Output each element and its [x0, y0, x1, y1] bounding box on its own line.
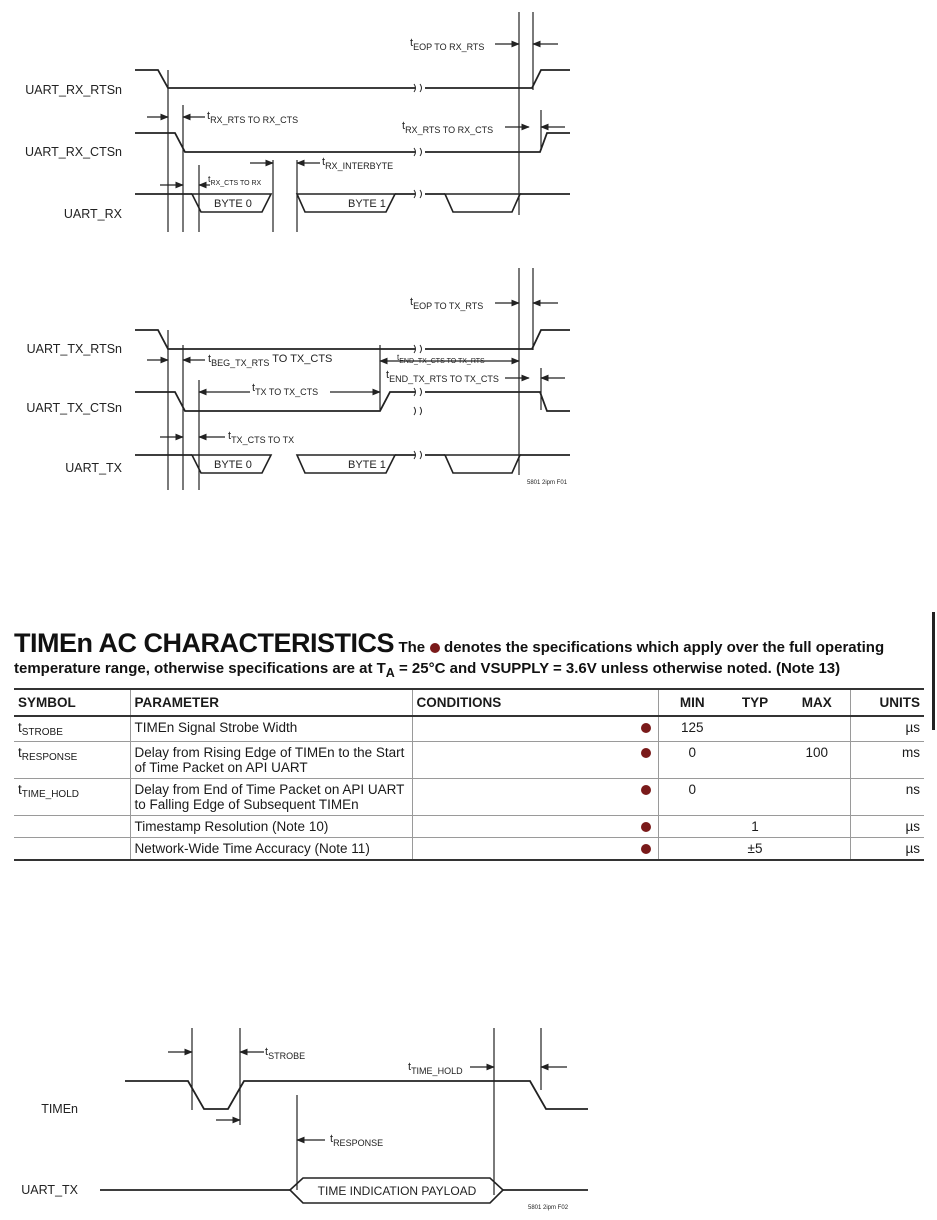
label-eop-to-rx-rts: $t_{EOP TO RX\_RTS}$ [410, 37, 485, 52]
signal-uart-rx: UART_RX [63, 207, 122, 221]
label-rx-byte1: BYTE 1 [348, 198, 386, 210]
label-response: $t_{RESPONSE}$ [330, 1133, 384, 1148]
cell-dot [634, 742, 658, 779]
label-tx-to-tx-cts: $t_{TX TO TX\_CTS}$ [252, 382, 319, 397]
signal-uart-rx-rtsn: UART_RX_RTSn [25, 83, 122, 97]
label-beg-tx-rts-to-tx-cts: $t_{BEG\_TX\_RTS}$ TO TX_CTS [208, 353, 333, 368]
label-tx-byte0: BYTE 0 [214, 459, 252, 471]
cell-symbol: $t_{RESPONSE}$ [14, 742, 130, 779]
cell-units: µs [850, 838, 924, 861]
timen-ac-characteristics-table [14, 688, 924, 861]
cell-parameter: Timestamp Resolution (Note 10) [130, 816, 412, 838]
cell-min: 0 [658, 742, 726, 779]
table-row [14, 742, 924, 779]
cell-typ [726, 779, 784, 816]
label-payload: TIME INDICATION PAYLOAD [317, 1184, 477, 1198]
section-header [14, 628, 924, 680]
cell-dot [634, 816, 658, 838]
cell-dot [634, 779, 658, 816]
cell-max [784, 779, 850, 816]
cell-min [658, 816, 726, 838]
cell-symbol [14, 816, 130, 838]
label-eop-to-tx-rts: $t_{EOP TO TX\_RTS}$ [410, 296, 484, 311]
spec-dot-icon [641, 822, 651, 832]
label-rx-byte0: BYTE 0 [214, 198, 252, 210]
cell-conditions [412, 742, 634, 779]
signal-uart-tx-2: UART_TX [21, 1183, 78, 1197]
cell-conditions [412, 816, 634, 838]
label-tx-cts-to-tx: $t_{TX\_CTS TO TX}$ [228, 430, 295, 445]
header-units: UNITS [850, 689, 924, 716]
cell-typ: ±5 [726, 838, 784, 861]
header-conditions: CONDITIONS [412, 689, 634, 716]
table-row [14, 816, 924, 838]
table-row [14, 779, 924, 816]
cell-max [784, 716, 850, 742]
table-row [14, 716, 924, 742]
spec-dot-icon [641, 785, 651, 795]
cell-dot [634, 716, 658, 742]
label-rx-rts-to-rx-cts-a: $t_{RX\_RTS TO RX\_CTS}$ [207, 110, 299, 125]
cell-max [784, 816, 850, 838]
header-max: MAX [784, 689, 850, 716]
header-typ: TYP [726, 689, 784, 716]
cell-parameter: Network-Wide Time Accuracy (Note 11) [130, 838, 412, 861]
cell-min [658, 838, 726, 861]
label-time-hold: $t_{TIME\_HOLD}$ [408, 1061, 463, 1076]
cell-units: ns [850, 779, 924, 816]
timing-diagram-uart [0, 0, 937, 500]
intro-text-a: The [398, 639, 426, 656]
table-header-row [14, 689, 924, 716]
label-end-tx-cts-to-tx-rts: tEND_TX_CTS TO TX_RTS [397, 353, 485, 365]
signal-uart-tx: UART_TX [65, 461, 122, 475]
figure-id-f01: 5801 2ipm F01 [527, 480, 568, 486]
cell-symbol: $t_{TIME\_HOLD}$ [14, 779, 130, 816]
spec-dot-icon [430, 643, 440, 653]
signal-uart-rx-ctsn: UART_RX_CTSn [24, 145, 122, 159]
label-rx-interbyte: $t_{RX\_INTERBYTE}$ [322, 156, 394, 171]
signal-uart-tx-rtsn: UART_TX_RTSn [26, 342, 122, 356]
spec-dot-icon [641, 723, 651, 733]
table-row [14, 838, 924, 861]
header-dot [634, 689, 658, 716]
cell-units: µs [850, 816, 924, 838]
cell-max [784, 838, 850, 861]
spec-dot-icon [641, 844, 651, 854]
cell-parameter: Delay from End of Time Packet on API UART to Falling Edge of Subsequent TIMEn [130, 779, 412, 816]
label-end-tx-rts-to-tx-cts: $t_{END\_TX\_RTS TO TX\_CTS}$ [386, 369, 499, 384]
signal-uart-tx-ctsn: UART_TX_CTSn [26, 401, 122, 415]
header-min: MIN [658, 689, 726, 716]
cell-typ [726, 716, 784, 742]
cell-dot [634, 838, 658, 861]
cell-conditions [412, 716, 634, 742]
cell-conditions [412, 838, 634, 861]
cell-parameter: TIMEn Signal Strobe Width [130, 716, 412, 742]
page-edge-marker [932, 612, 935, 730]
cell-min: 0 [658, 779, 726, 816]
timing-diagram-timen [0, 980, 937, 1220]
cell-typ: 1 [726, 816, 784, 838]
intro-line-2a: temperature range, otherwise specifications are at T [14, 660, 386, 677]
cell-units: µs [850, 716, 924, 742]
cell-typ [726, 742, 784, 779]
cell-units: ms [850, 742, 924, 779]
intro-line-2-sub: A [385, 666, 395, 680]
label-rx-cts-to-rx: $t_{RX\_CTS TO RX}$ [208, 174, 262, 187]
intro-line-2 [14, 660, 924, 680]
intro-text-b: denotes the specifications which apply over the full operating [444, 639, 885, 656]
label-tx-byte1: BYTE 1 [348, 459, 386, 471]
cell-symbol [14, 838, 130, 861]
cell-symbol: $t_{STROBE}$ [14, 716, 130, 742]
cell-min: 125 [658, 716, 726, 742]
cell-parameter: Delay from Rising Edge of TIMEn to the Start of Time Packet on API UART [130, 742, 412, 779]
section-title: TIMEn AC CHARACTERISTICS [14, 628, 394, 658]
spec-dot-icon [641, 748, 651, 758]
signal-timen: TIMEn [41, 1102, 78, 1116]
figure-id-f02: 5801 2ipm F02 [528, 1205, 569, 1211]
cell-max: 100 [784, 742, 850, 779]
cell-conditions [412, 779, 634, 816]
header-parameter: PARAMETER [130, 689, 412, 716]
intro-line-2b: = 25°C and VSUPPLY = 3.6V unless otherwise noted. (Note 13) [394, 660, 841, 677]
header-symbol: SYMBOL [14, 689, 130, 716]
label-rx-rts-to-rx-cts-b: $t_{RX\_RTS TO RX\_CTS}$ [402, 120, 494, 135]
label-strobe: $t_{STROBE}$ [265, 1046, 306, 1061]
